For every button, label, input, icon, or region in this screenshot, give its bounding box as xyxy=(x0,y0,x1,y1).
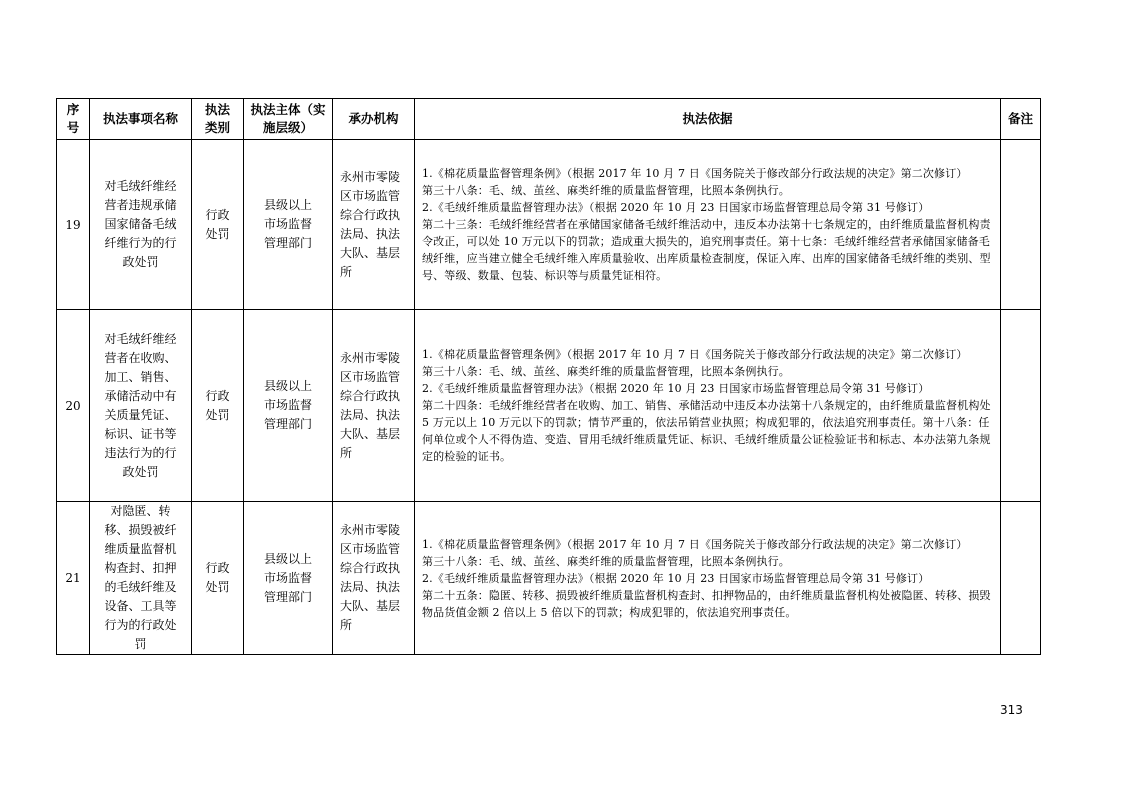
item-name: 对毛绒纤维经营者违规承储国家储备毛绒纤维行为的行政处罚 xyxy=(90,140,192,310)
enforcement-subject: 县级以上市场监督管理部门 xyxy=(244,502,333,655)
enforcement-type: 行政处罚 xyxy=(192,502,244,655)
enforcement-subject: 县级以上市场监督管理部门 xyxy=(244,310,333,502)
basis-line: 第三十八条：毛、绒、茧丝、麻类纤维的质量监督管理，比照本条例执行。 xyxy=(422,365,790,378)
item-name: 对毛绒纤维经营者在收购、加工、销售、承储活动中有关质量凭证、标识、证书等违法行为的行政处罚 xyxy=(90,310,192,502)
basis-line: 2.《毛绒纤维质量监督管理办法》（根据 2020 年 10 月 23 日国家市场监督管理总局令第 31 号修订） xyxy=(422,382,930,395)
enforcement-subject: 县级以上市场监督管理部门 xyxy=(244,140,333,310)
enforcement-type: 行政处罚 xyxy=(192,310,244,502)
row-number: 21 xyxy=(57,502,90,655)
basis-line: 第二十五条：隐匿、转移、损毁被纤维质量监督机构查封、扣押物品的，由纤维质量监督机构处被隐匿、转移、损毁物品货值金额 2 倍以上 5 倍以下的罚款；构成犯罪的，依法追究刑事责任。 xyxy=(422,588,991,619)
header-no: 序号 xyxy=(57,99,90,140)
header-basis: 执法依据 xyxy=(415,99,1001,140)
enforcement-type: 行政处罚 xyxy=(192,140,244,310)
basis-line: 2.《毛绒纤维质量监督管理办法》（根据 2020 年 10 月 23 日国家市场监督管理总局令第 31 号修订） xyxy=(422,571,930,585)
row-number: 20 xyxy=(57,310,90,502)
handling-org xyxy=(333,310,415,502)
legal-basis xyxy=(415,310,1001,502)
basis-line: 第二十三条：毛绒纤维经营者在承储国家储备毛绒纤维活动中，违反本办法第十七条规定的，由纤维质量监督机构责令改正，可以处 10 万元以下的罚款；造成重大损失的，追究刑事责任。第十七条：毛绒纤维经营者承储国家储备毛绒纤维，应当建立健全毛绒纤维入库质量验收、出库质量检查制度，保证入库、出库的国家储备毛绒纤维的类别、型号、等级、数量、包装、标识等与质量凭证相符。 xyxy=(422,218,991,282)
header-type: 执法类别 xyxy=(192,99,244,140)
legal-basis xyxy=(415,140,1001,310)
header-remark: 备注 xyxy=(1001,99,1041,140)
basis-line: 2.《毛绒纤维质量监督管理办法》（根据 2020 年 10 月 23 日国家市场监督管理总局令第 31 号修订） xyxy=(422,201,930,214)
table-row xyxy=(57,502,1041,655)
page-number: 313 xyxy=(1000,703,1023,717)
basis-line: 第三十八条：毛、绒、茧丝、麻类纤维的质量监督管理，比照本条例执行。 xyxy=(422,184,790,197)
basis-line: 第二十四条：毛绒纤维经营者在收购、加工、销售、承储活动中违反本办法第十八条规定的，由纤维质量监督机构处 5 万元以上 10 万元以下的罚款；情节严重的，依法吊销营业执照；构成犯罪的，依法追究刑事责任。第十八条：任何单位或个人不得伪造、变造、冒用毛绒纤维质量凭证、标识、毛绒纤维质量公证检验证书和标志、本办法第九条规定的检验的证书。 xyxy=(422,399,991,463)
basis-line: 1.《棉花质量监督管理条例》（根据 2017 年 10 月 7 日《国务院关于修改部分行政法规的决定》第二次修订） xyxy=(422,167,968,180)
handling-org-text: 永州市零陵区市场监管综合行政执法局、执法大队、基层所 xyxy=(340,350,401,460)
table-row xyxy=(57,140,1041,310)
handling-org-text: 永州市零陵区市场监管综合行政执法局、执法大队、基层所 xyxy=(340,523,401,632)
basis-line: 1.《棉花质量监督管理条例》（根据 2017 年 10 月 7 日《国务院关于修改部分行政法规的决定》第二次修订） xyxy=(422,537,968,551)
item-name: 对隐匿、转移、损毁被纤维质量监督机构查封、扣押的毛绒纤维及设备、工具等行为的行政处罚 xyxy=(90,502,192,655)
handling-org-text: 永州市零陵区市场监管综合行政执法局、执法大队、基层所 xyxy=(340,169,401,279)
header-org: 承办机构 xyxy=(333,99,415,140)
header-row xyxy=(57,99,1041,140)
remark-cell xyxy=(1001,310,1041,502)
legal-basis xyxy=(415,502,1001,655)
header-name: 执法事项名称 xyxy=(90,99,192,140)
handling-org xyxy=(333,502,415,655)
basis-line: 第三十八条：毛、绒、茧丝、麻类纤维的质量监督管理，比照本条例执行。 xyxy=(422,554,790,568)
remark-cell xyxy=(1001,140,1041,310)
handling-org xyxy=(333,140,415,310)
basis-line: 1.《棉花质量监督管理条例》（根据 2017 年 10 月 7 日《国务院关于修改部分行政法规的决定》第二次修订） xyxy=(422,348,968,361)
header-subject: 执法主体（实施层级） xyxy=(244,99,333,140)
remark-cell xyxy=(1001,502,1041,655)
row-number: 19 xyxy=(57,140,90,310)
enforcement-table xyxy=(56,98,1041,655)
table-row xyxy=(57,310,1041,502)
